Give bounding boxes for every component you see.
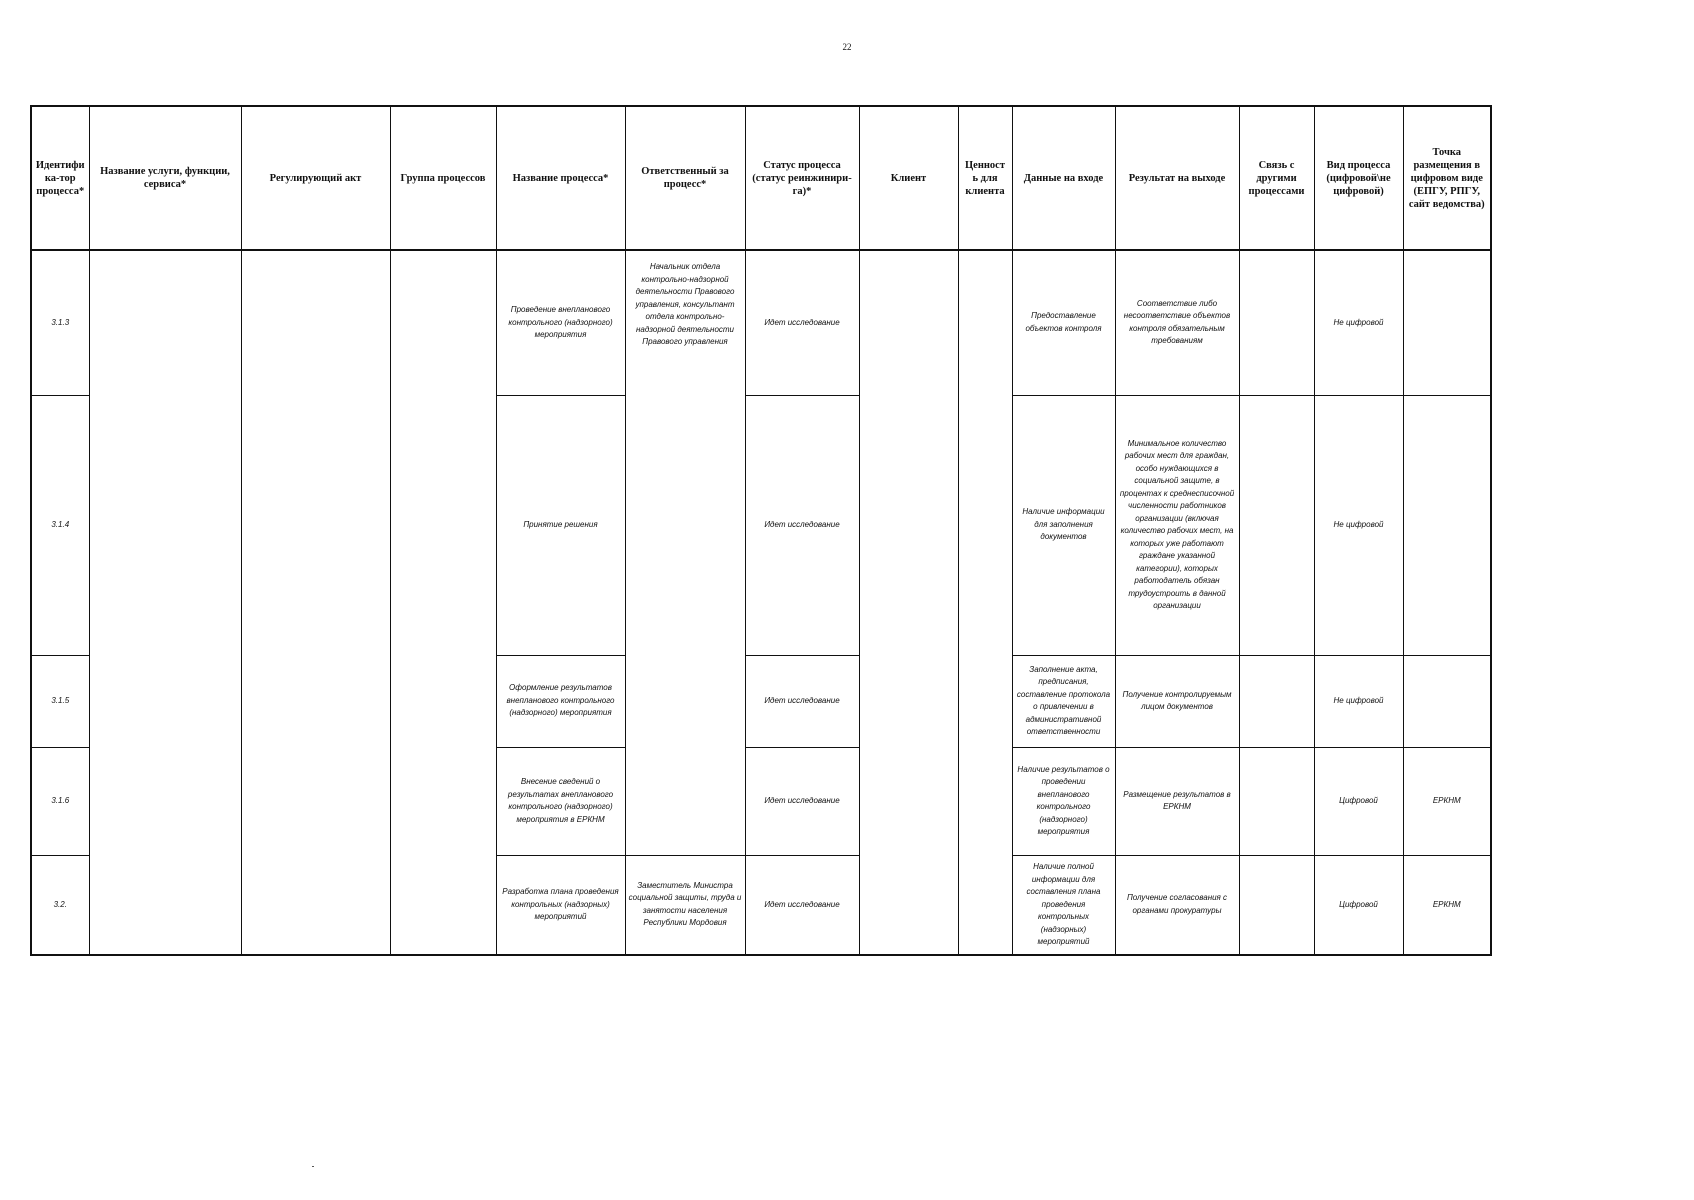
process-type-cell: Не цифровой xyxy=(1314,250,1403,395)
digital-point-cell xyxy=(1403,250,1491,395)
header-service-name: Название услуги, функции, сервиса* xyxy=(89,106,241,250)
client-cell xyxy=(859,250,958,955)
digital-point-cell xyxy=(1403,395,1491,655)
header-regulating-act: Регулирующий акт xyxy=(241,106,390,250)
links-cell xyxy=(1239,395,1314,655)
responsible-cell: Начальник отдела контрольно-надзорной деятельности Правового управления, консультант отдела контрольно-надзорной деятельности Правового управления xyxy=(625,250,745,855)
links-cell xyxy=(1239,855,1314,955)
stray-dot xyxy=(312,1166,314,1167)
output-result-cell: Получение согласования с органами прокуратуры xyxy=(1115,855,1239,955)
row-id: 3.1.3 xyxy=(31,250,89,395)
header-client-value: Ценност ь для клиента xyxy=(958,106,1012,250)
process-type-cell: Не цифровой xyxy=(1314,395,1403,655)
row-id: 3.1.4 xyxy=(31,395,89,655)
header-input-data: Данные на входе xyxy=(1012,106,1115,250)
input-data-cell: Наличие результатов о проведении внепланового контрольного (надзорного) мероприятия xyxy=(1012,747,1115,855)
status-cell: Идет исследование xyxy=(745,250,859,395)
input-data-cell: Предоставление объектов контроля xyxy=(1012,250,1115,395)
header-process-type: Вид процесса (цифровой\не цифровой) xyxy=(1314,106,1403,250)
status-cell: Идет исследование xyxy=(745,395,859,655)
header-output-result: Результат на выходе xyxy=(1115,106,1239,250)
row-id: 3.1.5 xyxy=(31,655,89,747)
output-result-cell: Соответствие либо несоответствие объектов контроля обязательным требованиям xyxy=(1115,250,1239,395)
process-type-cell: Цифровой xyxy=(1314,747,1403,855)
output-result-cell: Минимальное количество рабочих мест для граждан, особо нуждающихся в социальной защите, в процентах к среднесписочной численности работников организации (включая количество рабочих мест, на которых уже работают граждане указанной категории), которых работодатель обязан трудоустроить в данной организации xyxy=(1115,395,1239,655)
header-process-name: Название процесса* xyxy=(496,106,625,250)
input-data-cell: Наличие полной информации для составления плана проведения контрольных (надзорных) мероприятий xyxy=(1012,855,1115,955)
links-cell xyxy=(1239,250,1314,395)
header-status: Статус процесса (статус реинжинири-га)* xyxy=(745,106,859,250)
input-data-cell: Заполнение акта, предписания, составление протокола о привлечении в административной ответственности xyxy=(1012,655,1115,747)
header-links: Связь с другими процессами xyxy=(1239,106,1314,250)
header-responsible: Ответственный за процесс* xyxy=(625,106,745,250)
process-name-cell: Разработка плана проведения контрольных (надзорных) мероприятий xyxy=(496,855,625,955)
status-cell: Идет исследование xyxy=(745,855,859,955)
header-client: Клиент xyxy=(859,106,958,250)
header-row xyxy=(31,106,1491,250)
process-table xyxy=(30,105,1492,956)
page-number: 22 xyxy=(842,42,852,52)
client-value-cell xyxy=(958,250,1012,955)
table-row xyxy=(31,250,1491,395)
process-name-cell: Оформление результатов внепланового контрольного (надзорного) мероприятия xyxy=(496,655,625,747)
header-id: Идентифи ка-тор процесса* xyxy=(31,106,89,250)
process-type-cell: Не цифровой xyxy=(1314,655,1403,747)
service-name-cell xyxy=(89,250,241,955)
links-cell xyxy=(1239,747,1314,855)
digital-point-cell: ЕРКНМ xyxy=(1403,747,1491,855)
output-result-cell: Размещение результатов в ЕРКНМ xyxy=(1115,747,1239,855)
links-cell xyxy=(1239,655,1314,747)
output-result-cell: Получение контролируемым лицом документов xyxy=(1115,655,1239,747)
regulating-act-cell xyxy=(241,250,390,955)
status-cell: Идет исследование xyxy=(745,747,859,855)
process-group-cell xyxy=(390,250,496,955)
status-cell: Идет исследование xyxy=(745,655,859,747)
header-digital-point: Точка размещения в цифровом виде (ЕПГУ, РПГУ, сайт ведомства) xyxy=(1403,106,1491,250)
row-id: 3.2. xyxy=(31,855,89,955)
row-id: 3.1.6 xyxy=(31,747,89,855)
process-type-cell: Цифровой xyxy=(1314,855,1403,955)
process-name-cell: Внесение сведений о результатах внепланового контрольного (надзорного) мероприятия в ЕРКНМ xyxy=(496,747,625,855)
header-process-group: Группа процессов xyxy=(390,106,496,250)
process-name-cell: Принятие решения xyxy=(496,395,625,655)
process-name-cell: Проведение внепланового контрольного (надзорного) мероприятия xyxy=(496,250,625,395)
input-data-cell: Наличие информации для заполнения документов xyxy=(1012,395,1115,655)
digital-point-cell: ЕРКНМ xyxy=(1403,855,1491,955)
responsible-cell: Заместитель Министра социальной защиты, труда и занятости населения Республики Мордовия xyxy=(625,855,745,955)
digital-point-cell xyxy=(1403,655,1491,747)
